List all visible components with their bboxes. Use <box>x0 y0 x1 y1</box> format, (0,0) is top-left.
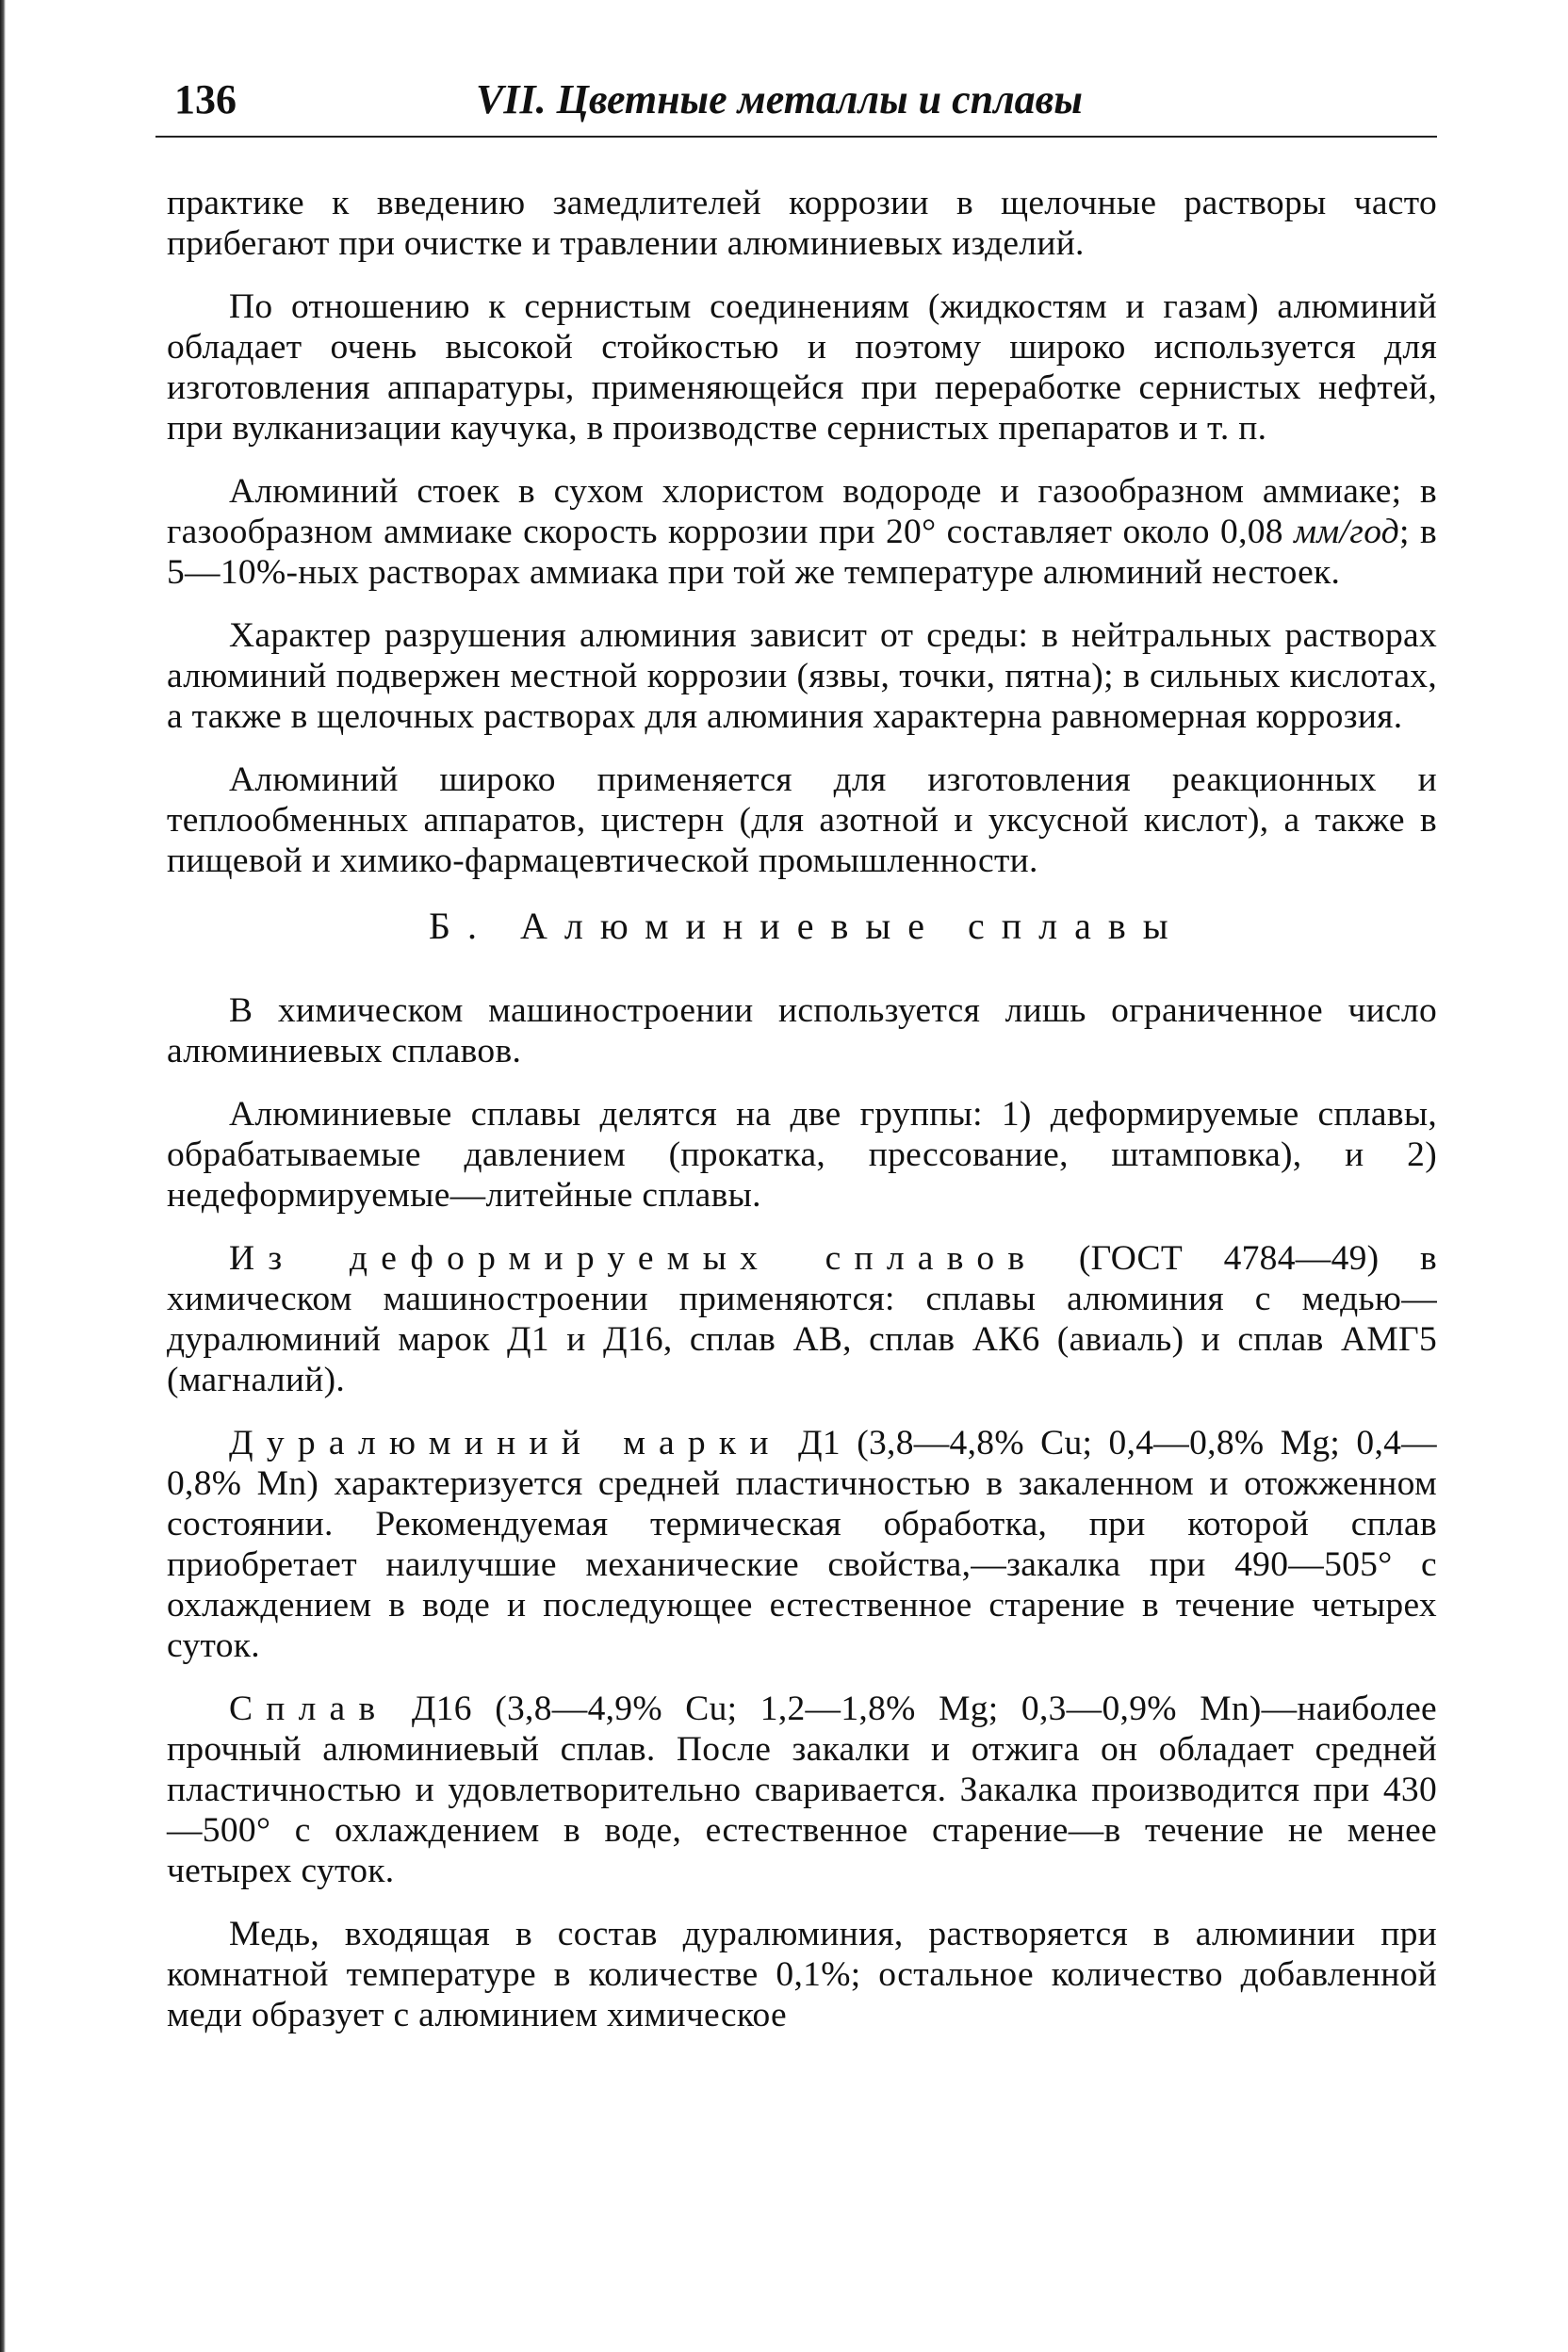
paragraph-wrought-alloys <box>167 1238 1437 1400</box>
corrosion-rate-unit: мм/год <box>1294 513 1400 551</box>
page-body <box>155 183 1437 2035</box>
paragraph-duralumin-d1 <box>167 1423 1437 1666</box>
paragraph-copper-in-duralumin: Медь, входящая в состав дуралюминия, растворяется в алюминии при комнатной температуре в количестве 0,1%; остальное количество добавленной меди образует с алюминием химическое <box>167 1915 1437 2034</box>
paragraph-text: Д1 (3,8—4,8% Cu; 0,4—0,8% Mg; 0,4—0,8% Mn) характеризуется средней пластичностью в закаленном и отожженном состоянии. Рекомендуемая термическая обработка, при которой сплав приобретает наилучшие механические свойства,—закалка при 490—505° с охлаждением в воде и последующее естественное старение в течение четырех суток. <box>167 1424 1437 1665</box>
paragraph-alloy-groups: Алюминиевые сплавы делятся на две группы: 1) деформируемые сплавы, обрабатываемые давлением (прокатка, прессование, штамповка), и 2) недеформируемые—литейные сплавы. <box>167 1095 1437 1215</box>
paragraph-text: Д16 (3,8—4,9% Cu; 1,2—1,8% Mg; 0,3—0,9% Mn)—наиболее прочный алюминиевый сплав. После закалки и отжига он обладает средней пластичностью и удовлетворительно сваривается. Закалка производится при 430—500° с охлаждением в воде, естественное старение—в течение не менее четырех суток. <box>167 1690 1437 1890</box>
paragraph-sulfur-compounds: По отношению к сернистым соединениям (жидкостям и газам) алюминий обладает очень высокой стойкостью и поэтому широко используется для изготовления аппаратуры, применяющейся при переработке сернистых нефтей, при вулканизации каучука, в производстве сернистых препаратов и т. п. <box>167 287 1437 448</box>
paragraph-continued: практике к введению замедлителей коррозии в щелочные растворы часто прибегают при очистке и травлении алюминиевых изделий. <box>167 184 1437 263</box>
paragraph-text: (ГОСТ 4784—49) в химическом машиностроении применяются: сплавы алюминия с медью—дуралюминий марок Д1 и Д16, сплав АВ, сплав АК6 (авиаль) и сплав АМГ5 (магналий). <box>167 1239 1437 1399</box>
paragraph-corrosion-character: Характер разрушения алюминия зависит от среды: в нейтральных растворах алюминий подвержен местной коррозии (язвы, точки, пятна); в сильных кислотах, а также в щелочных растворах для алюминия характерна равномерная коррозия. <box>167 616 1437 736</box>
spaced-term: Из деформируемых сплавов <box>229 1239 1038 1278</box>
scan-edge-shadow <box>0 0 6 2352</box>
paragraph-limited-alloys: В химическом машиностроении используется лишь ограниченное число алюминиевых сплавов. <box>167 991 1437 1070</box>
paragraph-text: ; в 5—10%-ных растворах аммиака при той же температуре алюминий нестоек. <box>167 513 1437 592</box>
spaced-term: Дуралюминий марки <box>229 1424 782 1462</box>
chapter-title: VII. Цветные металлы и сплавы <box>476 76 1083 122</box>
book-page <box>155 66 1437 2058</box>
paragraph-text: Алюминий стоек в сухом хлористом водороде и газообразном аммиаке; в газообразном аммиаке скорость коррозии при 20° составляет около 0,08 <box>167 472 1437 551</box>
spaced-term: Сплав <box>229 1690 389 1728</box>
section-heading: Б. Алюминиевые сплавы <box>429 905 1185 947</box>
paragraph-hydrogen-chloride <box>167 471 1437 593</box>
paragraph-alloy-d16 <box>167 1689 1437 1891</box>
paragraph-applications: Алюминий широко применяется для изготовления реакционных и теплообменных аппаратов, цистерн (для азотной и уксусной кислот), а также в пищевой и химико-фармацевтической промышленности. <box>167 760 1437 880</box>
running-header <box>155 66 1437 138</box>
page-number: 136 <box>174 76 237 122</box>
